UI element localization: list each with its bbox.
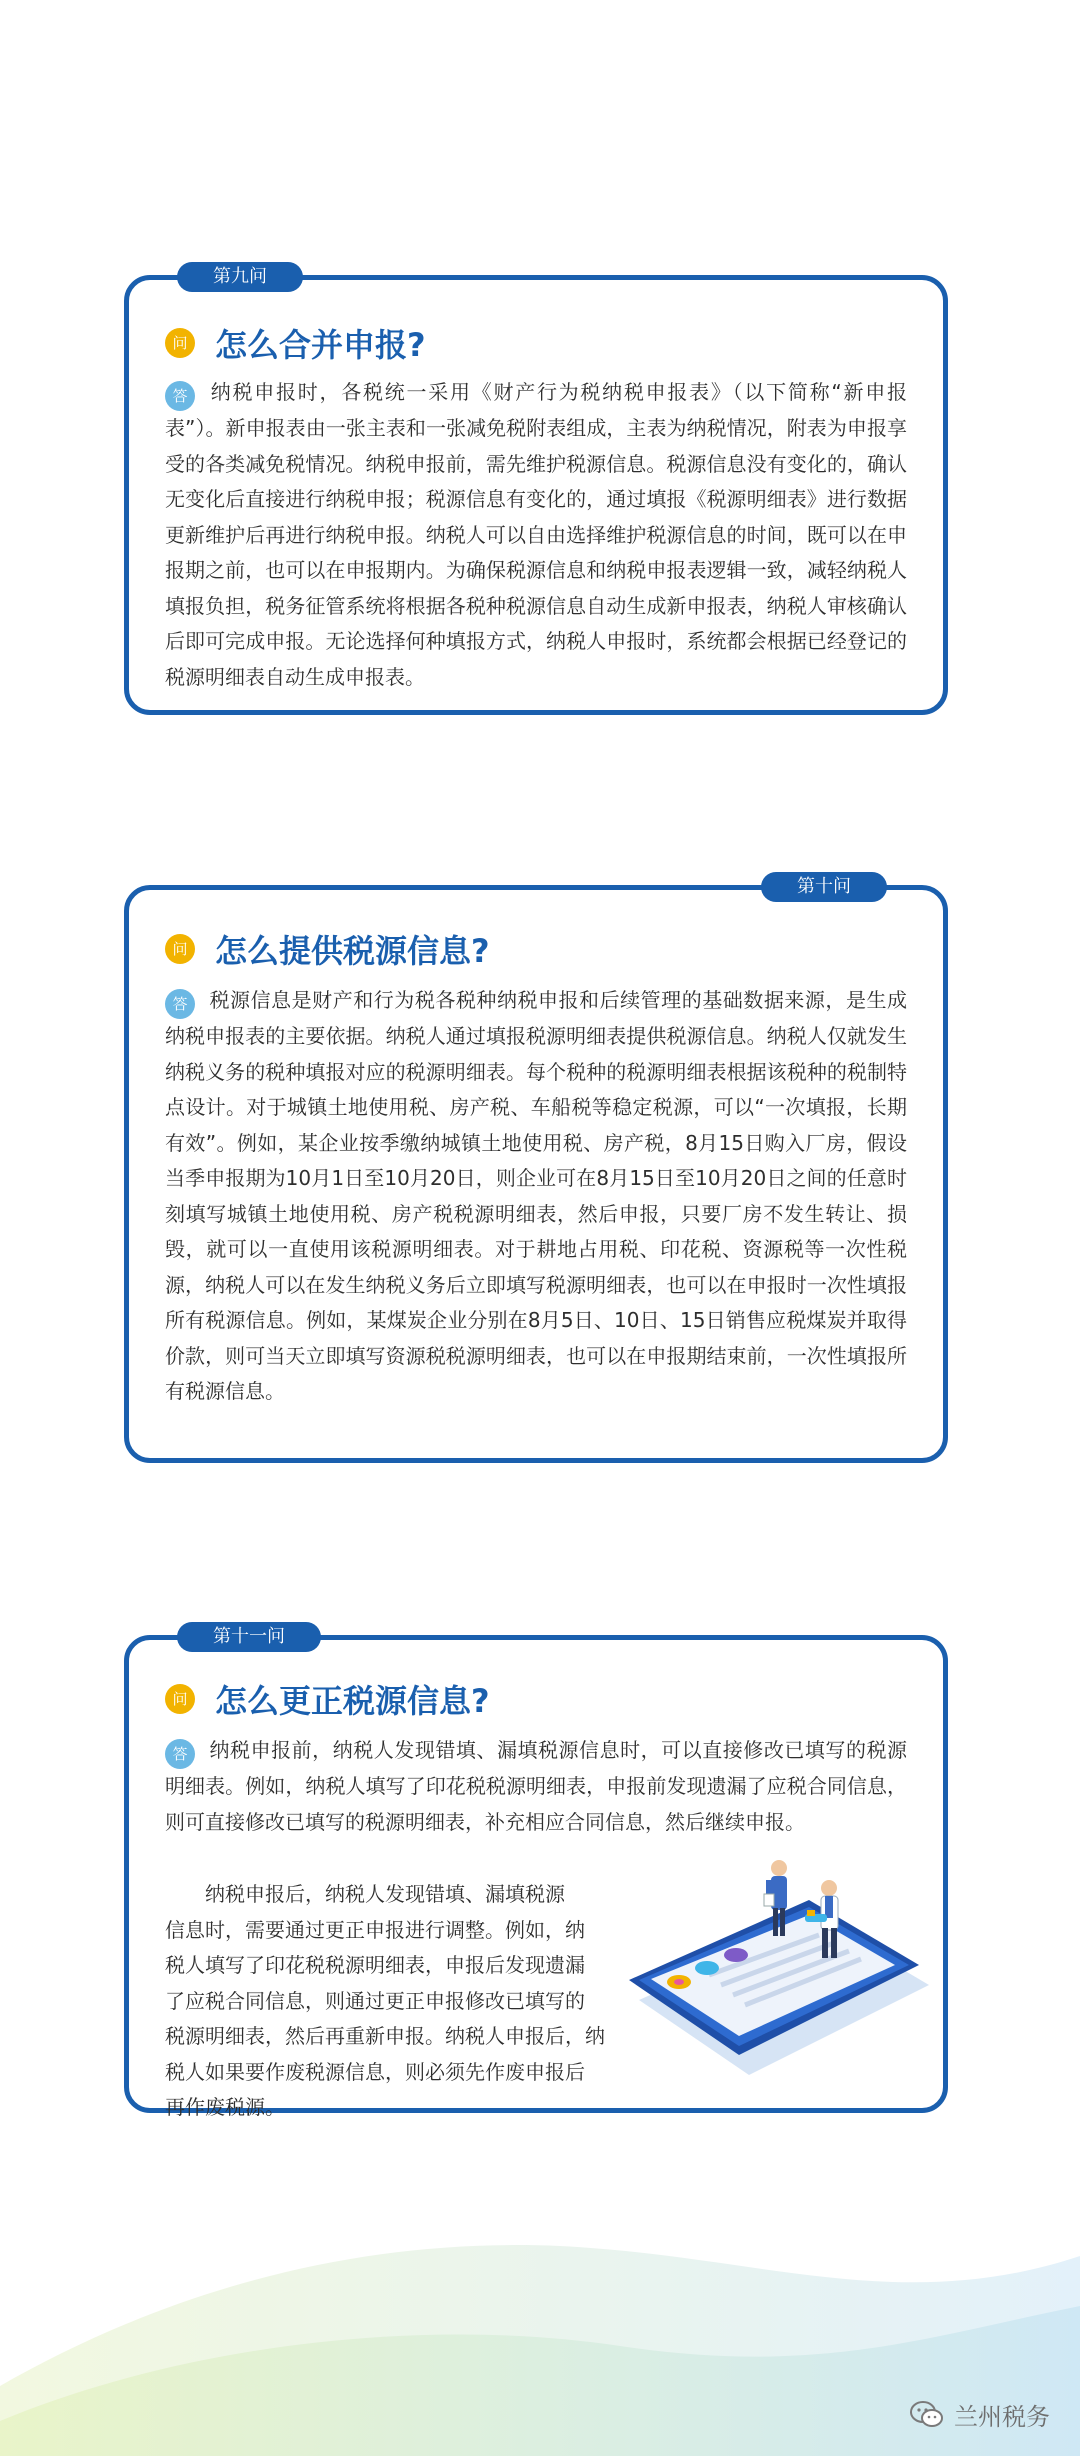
tablet-business-people-illustration (629, 1850, 929, 2100)
answer-badge: 答 (165, 381, 195, 411)
answer-text (165, 983, 907, 1410)
answer-line: 税人填写了印花税税源明细表，申报后发现遗漏 (165, 1953, 585, 1977)
answer-line: 纳税申报后，纳税人发现错填、漏填税源 (205, 1882, 565, 1906)
answer-body: 税源信息是财产和行为税各税种纳税申报和后续管理的基础数据来源，是生成纳税申报表的主要依据。纳税人通过填报税源明细表提供税源信息。纳税人仅就发生纳税义务的税种填报对应的税源明细表。每个税种的税源明细表根据该税种的税制特点设计。对于城镇土地使用税、房产税、车船税等稳定税源，可以“一次填报，长期有效”。例如，某企业按季缴纳城镇土地使用税、房产税，8月15日购入厂房，假设当季申报期为10月1日至10月20日，则企业可在8月15日至10月20日之间的任意时刻填写城镇土地使用税、房产税税源明细表，然后申报，只要厂房不发生转让、损毁，就可以一直使用该税源明细表。对于耕地占用税、印花税、资源税等一次性税源，纳税人可以在发生纳税义务后立即填写税源明细表，也可以在申报时一次性填报所有税源信息。例如，某煤炭企业分别在8月5日、10日、15日销售应税煤炭并取得价款，则可当天立即填写资源税税源明细表，也可以在申报期结束前，一次性填报所有税源信息。 (165, 988, 907, 1403)
answer-badge: 答 (165, 989, 195, 1019)
answer-body: 纳税申报前，纳税人发现错填、漏填税源信息时，可以直接修改已填写的税源明细表。例如，纳税人填写了印花税税源明细表，申报前发现遗漏了应税合同信息，则可直接修改已填写的税源明细表，补充相应合同信息，然后继续申报。 (165, 1738, 907, 1834)
qa-card-11 (124, 1626, 948, 2119)
answer-badge: 答 (165, 1739, 195, 1769)
answer-line: 再作废税源。 (165, 2095, 285, 2119)
answer-line: 信息时，需要通过更正申报进行调整。例如，纳 (165, 1917, 585, 1942)
footer-brand (910, 2397, 1050, 2432)
answer-line: 税源明细表，然后再重新申报。纳税人申报后，纳 (165, 2024, 605, 2048)
answer-text (165, 375, 907, 695)
qa-card-9 (124, 266, 948, 715)
question-badge: 问 (165, 328, 195, 358)
answer-body: 纳税申报时，各税统一采用《财产行为税纳税申报表》（以下简称“新申报表”）。新申报表由一张主表和一张减免税附表组成，主表为纳税情况，附表为申报享受的各类减免税情况。纳税申报前，需先维护税源信息。税源信息没有变化的，确认无变化后直接进行纳税申报；税源信息有变化的，通过填报《税源明细表》进行数据更新维护后再进行纳税申报。纳税人可以自由选择维护税源信息的时间，既可以在申报期之前，也可以在申报期内。为确保税源信息和纳税申报表逻辑一致，减轻纳税人填报负担，税务征管系统将根据各税种税源信息自动生成新申报表，纳税人审核确认后即可完成申报。无论选择何种填报方式，纳税人申报时，系统都会根据已经登记的税源明细表自动生成申报表。 (165, 380, 907, 689)
question-title: 怎么提供税源信息? (215, 932, 490, 970)
answer-line: 了应税合同信息，则通过更正申报修改已填写的 (165, 1988, 585, 2013)
answer-continued (165, 1877, 639, 2126)
question-badge: 问 (165, 1684, 195, 1714)
question-row (165, 320, 426, 366)
question-title: 怎么更正税源信息? (215, 1682, 490, 1720)
footer-brand-name: 兰州税务 (954, 2403, 1050, 2431)
question-title: 怎么合并申报? (215, 326, 426, 364)
answer-line: 税人如果要作废税源信息，则必须先作废申报后 (165, 2059, 585, 2084)
wechat-icon (910, 2401, 944, 2429)
section-tag: 第十问 (761, 872, 887, 902)
answer-text (165, 1733, 907, 1840)
section-tag: 第十一问 (177, 1622, 321, 1652)
question-badge: 问 (165, 934, 195, 964)
question-row (165, 926, 490, 972)
qa-card-10 (124, 876, 948, 1463)
section-tag: 第九问 (177, 262, 303, 292)
question-row (165, 1676, 490, 1722)
